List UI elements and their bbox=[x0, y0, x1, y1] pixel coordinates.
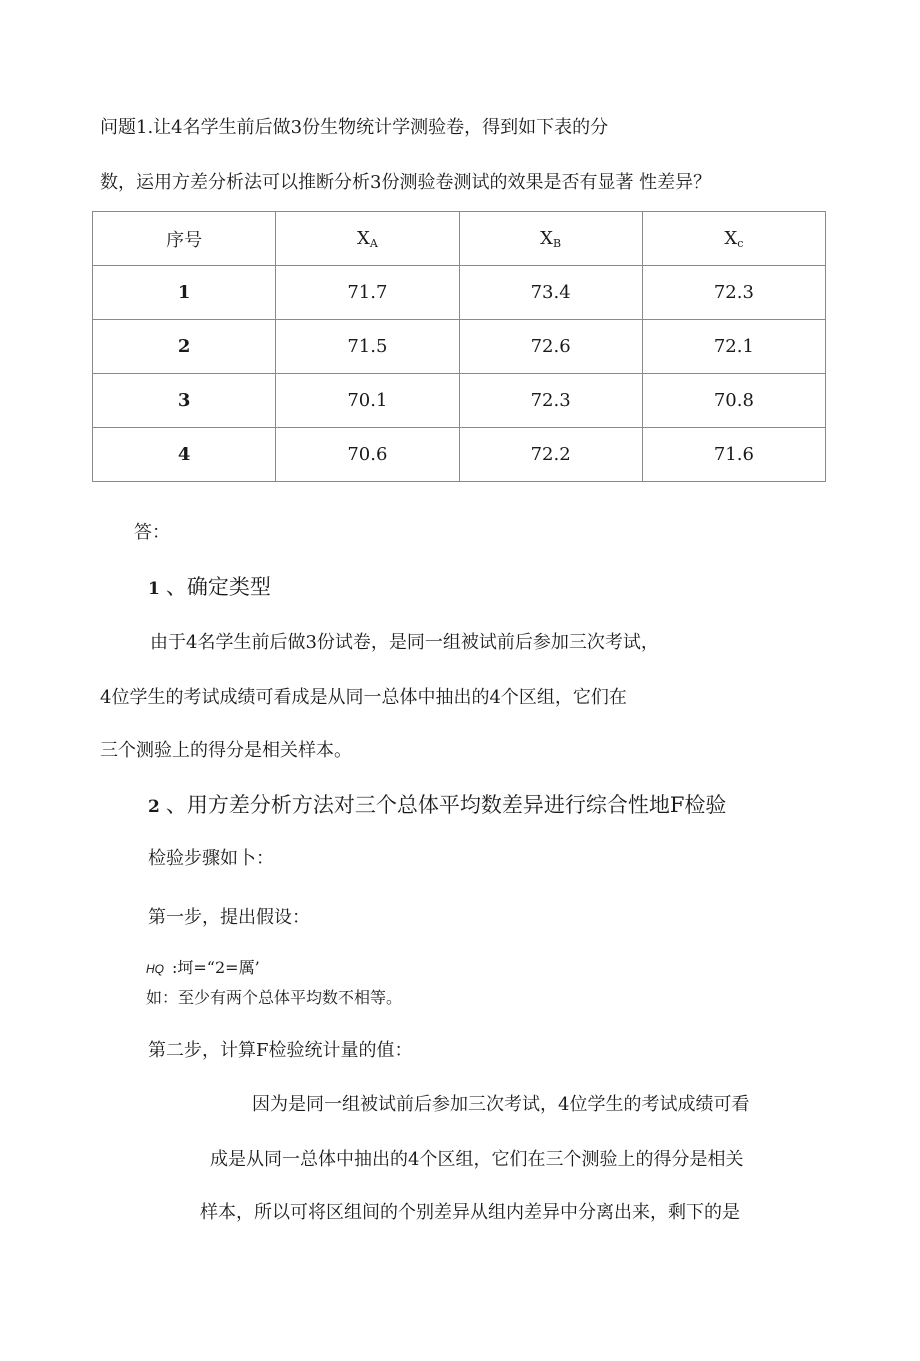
table-header-row bbox=[93, 212, 826, 266]
h0-text: :坷=“2=厲’ bbox=[172, 958, 260, 977]
score-table bbox=[92, 211, 826, 482]
question-line-1: 问题1.让4名学生前后做3份生物统计学测验卷，得到如下表的分 bbox=[100, 117, 609, 138]
table-row bbox=[93, 320, 826, 374]
cell-xc: 71.6 bbox=[642, 428, 825, 482]
section-1-para-line-3: 三个测验上的得分是相关样本。 bbox=[100, 740, 352, 761]
section-2-heading bbox=[148, 795, 726, 816]
cell-xb: 73.4 bbox=[459, 266, 642, 320]
answer-label: 答： bbox=[134, 522, 170, 543]
step-1: 第一步，提出假设： bbox=[148, 907, 310, 928]
cell-xa: 70.1 bbox=[276, 374, 459, 428]
cell-xa: 70.6 bbox=[276, 428, 459, 482]
row-index: 1 bbox=[93, 266, 276, 320]
row-index: 4 bbox=[93, 428, 276, 482]
cell-xb: 72.6 bbox=[459, 320, 642, 374]
cell-xa: 71.5 bbox=[276, 320, 459, 374]
section-2-number: 2 bbox=[148, 797, 160, 817]
section-2-title: 、用方差分析方法对三个总体平均数差异进行综合性地F检验 bbox=[165, 793, 727, 817]
header-xc: $X_c$ bbox=[642, 212, 825, 266]
table-row bbox=[93, 374, 826, 428]
section-1-number: 1 bbox=[148, 579, 160, 599]
explain-line-3: 样本，所以可将区组间的个别差异从组内差异中分离出来，剩下的是 bbox=[200, 1202, 740, 1223]
header-index: 序号 bbox=[93, 212, 276, 266]
cell-xc: 72.1 bbox=[642, 320, 825, 374]
alternative-hypothesis: 如：至少有两个总体平均数不相等。 bbox=[146, 988, 403, 1007]
row-index: 2 bbox=[93, 320, 276, 374]
h0-symbol: HQ bbox=[146, 962, 164, 976]
section-1-title: 、确定类型 bbox=[165, 575, 271, 599]
step-2: 第二步，计算F检验统计量的值： bbox=[148, 1040, 413, 1061]
explain-line-2: 成是从同一总体中抽出的4个区组，它们在三个测验上的得分是相关 bbox=[210, 1149, 744, 1170]
cell-xc: 72.3 bbox=[642, 266, 825, 320]
explain-line-1: 因为是同一组被试前后参加三次考试，4位学生的考试成绩可看 bbox=[252, 1094, 750, 1115]
question-line-2: 数，运用方差分析法可以推断分析3份测验卷测试的效果是否有显著 性差异？ bbox=[100, 172, 712, 193]
cell-xb: 72.3 bbox=[459, 374, 642, 428]
null-hypothesis bbox=[146, 960, 260, 976]
cell-xc: 70.8 bbox=[642, 374, 825, 428]
section-1-heading bbox=[148, 577, 271, 598]
section-1-para-line-1: 由于4名学生前后做3份试卷，是同一组被试前后参加三次考试， bbox=[150, 632, 659, 653]
header-xb: $X_B$ bbox=[459, 212, 642, 266]
header-xa: $X_A$ bbox=[276, 212, 459, 266]
cell-xb: 72.2 bbox=[459, 428, 642, 482]
table-row bbox=[93, 266, 826, 320]
section-1-para-line-2: 4位学生的考试成绩可看成是从同一总体中抽出的4个区组，它们在 bbox=[100, 687, 627, 708]
table-row bbox=[93, 428, 826, 482]
row-index: 3 bbox=[93, 374, 276, 428]
steps-intro: 检验步骤如卜： bbox=[148, 848, 274, 869]
cell-xa: 71.7 bbox=[276, 266, 459, 320]
